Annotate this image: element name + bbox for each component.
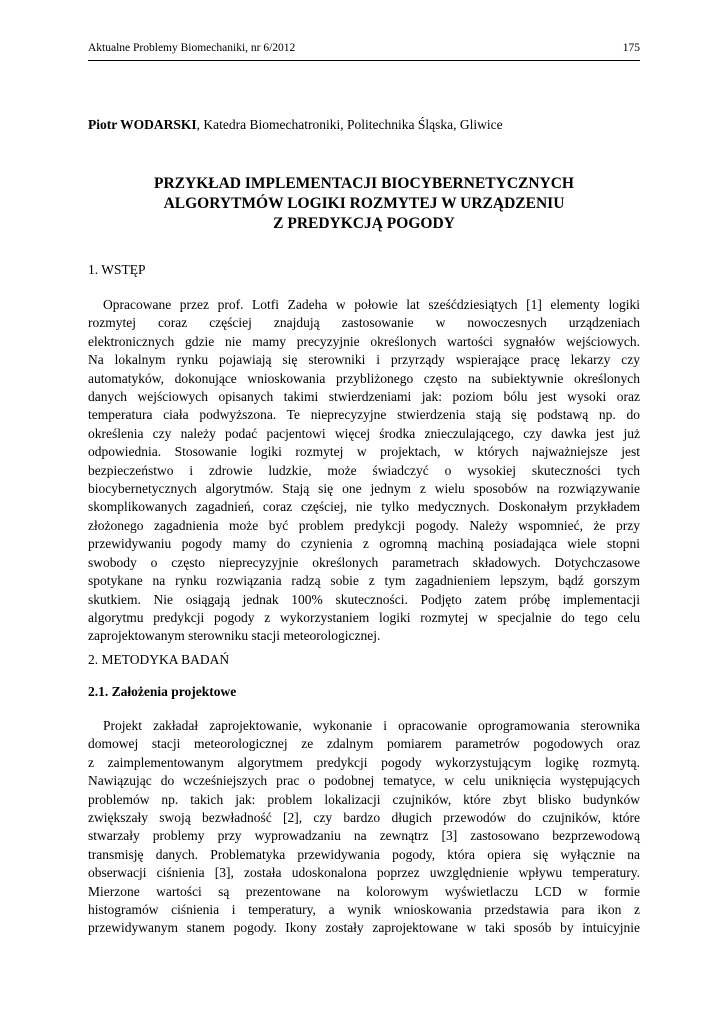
paragraph-line: przewidywanym stanem pogody. Ikony zostały zaprojektowane w taki sposób by intuicyjnie	[88, 920, 640, 936]
paragraph-line: bezpieczeństwo i zdrowie ludzkie, może świadczyć o wysokiej skuteczności tych	[88, 462, 640, 478]
paragraph-line: rozmytej coraz częściej znajdują zastosowanie w nowoczesnych urządzeniach	[88, 315, 640, 331]
paragraph-line: z zaimplementowanym algorytmem predykcji pogody wykorzystującym logikę rozmytą.	[88, 754, 640, 770]
title-line-1: PRZYKŁAD IMPLEMENTACJI BIOCYBERNETYCZNYCH	[154, 175, 574, 192]
paragraph-line: skutkiem. Nie osiągają jednak 100% skuteczności. Podjęto zatem próbę implementacji	[88, 591, 640, 607]
paragraph-line: spotykane na rynku rozwiązania radzą sobie z tym zagadnieniem lepszym, bądź gorszym	[88, 573, 640, 589]
paragraph-line: określenia czy należy podać pacjentowi więcej środka znieczulającego, czy dawka jest już	[88, 425, 640, 441]
paragraph-line: domowej stacji meteorologicznej ze zdalnym pomiarem parametrów pogodowych oraz	[88, 736, 640, 752]
paragraph-line: temperatura ciała podwyższona. Te nieprecyzyjne stwierdzenia stają się podstawą np. do	[88, 407, 640, 423]
paragraph-line: Mierzone wartości są prezentowane na kolorowym wyświetlaczu LCD w formie	[88, 883, 640, 899]
author-name: Piotr WODARSKI	[88, 117, 197, 132]
paragraph-line: zaprojektowanym sterowniku stacji meteorologicznej.	[88, 628, 381, 644]
subsection-heading-assumptions: 2.1. Założenia projektowe	[88, 684, 237, 699]
paragraph-line: swobody o często nieprecyzyjnie określonych parametrach składowych. Dotychczasowe	[88, 554, 640, 570]
intro-paragraph	[88, 296, 640, 646]
section-heading-methods: 2. METODYKA BADAŃ	[88, 652, 230, 667]
paragraph-line: automatyków, dokonujące wnioskowania przybliżonego często na subiektywnie określonych	[88, 370, 640, 386]
paragraph-line: odpowiednia. Stosowanie logiki rozmytej w projektach, w których najważniejsze jest	[88, 444, 640, 460]
paragraph-line: Opracowane przez prof. Lotfi Zadeha w połowie lat sześćdziesiątych [1] elementy logiki	[103, 297, 640, 312]
paragraph-line: danych wejściowych opisanych takimi stwierdzeniami jak: poziom bólu jest wysoki oraz	[88, 389, 640, 405]
title-line-2: ALGORYTMÓW LOGIKI ROZMYTEJ W URZĄDZENIU	[163, 195, 565, 212]
paragraph-line: Nawiązując do wcześniejszych prac o podobnej tematyce, w celu uniknięcia występujących	[88, 773, 640, 789]
paragraph-line: złożonego zagadnienia może być problem predykcji pogody. Należy wspomnieć, że przy	[88, 517, 640, 533]
author-line	[88, 117, 640, 133]
paragraph-line: Projekt zakładał zaprojektowanie, wykonanie i opracowanie oprogramowania sterownika	[103, 718, 640, 733]
section-heading-intro: 1. WSTĘP	[88, 262, 146, 277]
paragraph-line: zwiększały swoją bezwładność [2], czy bardzo długich przewodów do czujników, które	[88, 810, 640, 826]
paragraph-line: Na lokalnym rynku pojawiają się sterowniki i przyrządy wspierające pracę lekarzy czy	[88, 352, 640, 368]
page-number: 175	[622, 42, 640, 54]
paper-title	[88, 174, 640, 234]
methods-paragraph	[88, 717, 640, 938]
paragraph-line: stwarzały problemy przy wyprowadzaniu na zewnątrz [3] zastosowano bezprzewodową	[88, 828, 640, 844]
journal-name: Aktualne Problemy Biomechaniki, nr 6/2012	[88, 42, 296, 54]
paragraph-line: transmisję danych. Problematyka przewidywania pogody, która opiera się wyłącznie na	[88, 846, 640, 862]
paragraph-line: skomplikowanych zagadnień, coraz częściej, nie tylko medycznych. Doskonałym przykładem	[88, 499, 640, 515]
running-header	[88, 42, 640, 54]
paragraph-line: histogramów ciśnienia i temperatury, a wynik wnioskowania przedstawia para ikon z	[88, 902, 640, 918]
author-affiliation: , Katedra Biomechatroniki, Politechnika Śląska, Gliwice	[196, 117, 503, 132]
paragraph-line: obserwacji ciśnienia [3], została udoskonalona poprzez uwzględnienie wpływu temperatury.	[88, 865, 640, 881]
header-rule	[88, 60, 640, 61]
paragraph-line: przewidywaniu pogody mamy do czynienia z ogromną machiną posiadająca wiele stopni	[88, 536, 640, 552]
title-line-3: Z PREDYKCJĄ POGODY	[273, 215, 455, 232]
paragraph-line: elektronicznych gdzie nie mamy precyzyjnie określonych wartości sygnałów wejściowych.	[88, 333, 640, 349]
paragraph-line: biocybernetycznych algorytmów. Stają się one jednym z wielu sposobów na rozwiązywanie	[88, 481, 640, 497]
paragraph-line: algorytmu predykcji pogody z wykorzystaniem logiki rozmytej w specjalnie do tego celu	[88, 609, 640, 625]
paragraph-line: problemów np. takich jak: problem lokalizacji czujników, które zbyt blisko budynków	[88, 791, 640, 807]
